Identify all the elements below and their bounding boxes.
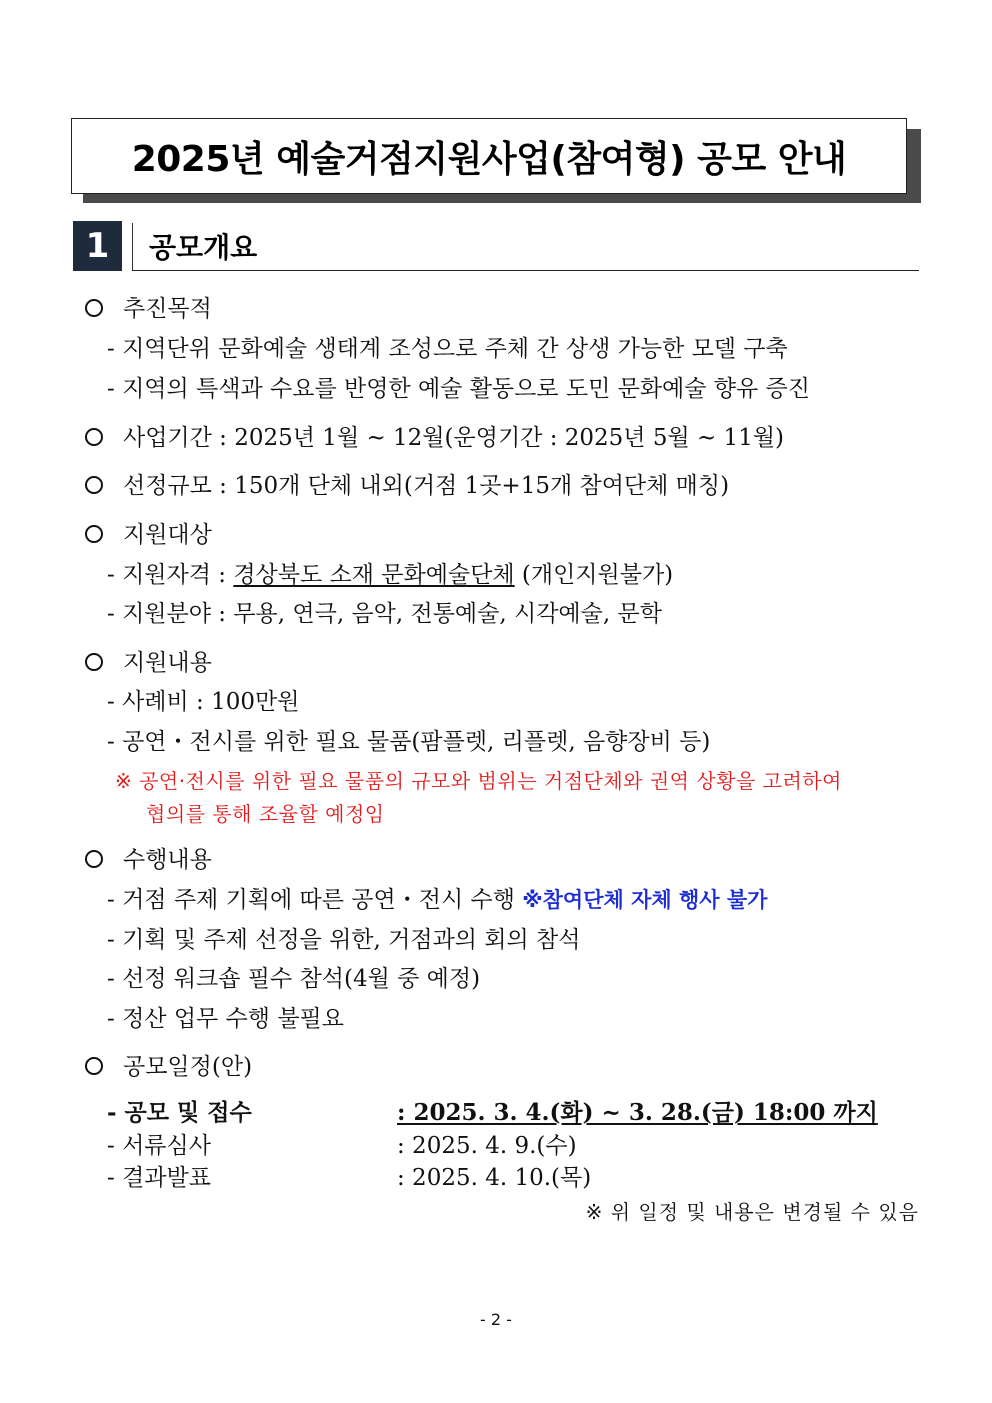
schedule-row-3-label: - 결과발표 <box>107 1165 211 1191</box>
support-heading <box>85 648 212 678</box>
tasks-item-1-note: ※참여단체 자체 행사 불가 <box>522 888 768 912</box>
circle-bullet-icon <box>85 850 103 868</box>
schedule-heading-text: 공모일정(안) <box>123 1054 253 1080</box>
support-item-2: - 공연・전시를 위한 필요 물품(팜플렛, 리플렛, 음향장비 등) <box>107 729 711 755</box>
document-title: 2025년 예술거점지원사업(참여형) 공모 안내 <box>71 118 907 194</box>
purpose-heading <box>85 294 212 324</box>
schedule-row-1-value: : 2025. 3. 4.(화) ~ 3. 28.(금) 18:00 까지 <box>397 1099 878 1126</box>
schedule-row-2-label: - 서류심사 <box>107 1133 211 1159</box>
section-divider <box>132 223 133 271</box>
tasks-item-4: - 정산 업무 수행 불필요 <box>107 1006 344 1032</box>
support-item-1: - 사례비 : 100만원 <box>107 689 300 715</box>
schedule-row-3-value: : 2025. 4. 10.(목) <box>397 1165 592 1191</box>
eligibility-line <box>107 560 673 590</box>
period-text: 사업기간 : 2025년 1월 ~ 12월(운영기간 : 2025년 5월 ~ 11월) <box>123 425 785 451</box>
eligibility-prefix: - 지원자격 : <box>107 562 234 588</box>
schedule-note: ※ 위 일정 및 내용은 변경될 수 있음 <box>585 1200 919 1224</box>
target-heading <box>85 520 212 550</box>
purpose-item-1: - 지역단위 문화예술 생태계 조성으로 주체 간 상생 가능한 모델 구축 <box>107 336 788 362</box>
page-number: - 2 - <box>480 1310 512 1329</box>
purpose-heading-text: 추진목적 <box>123 296 212 322</box>
section-underline <box>132 270 919 271</box>
tasks-item-1-text: - 거점 주제 기획에 따른 공연・전시 수행 <box>107 887 523 913</box>
period-line <box>85 423 784 453</box>
eligibility-underlined: 경상북도 소재 문화예술단체 <box>233 562 515 588</box>
fields-line: - 지원분야 : 무용, 연극, 음악, 전통예술, 시각예술, 문학 <box>107 601 662 627</box>
eligibility-suffix: (개인지원불가) <box>514 562 674 588</box>
circle-bullet-icon <box>85 653 103 671</box>
tasks-heading <box>85 845 212 875</box>
circle-bullet-icon <box>85 1057 103 1075</box>
circle-bullet-icon <box>85 525 103 543</box>
tasks-item-2: - 기획 및 주제 선정을 위한, 거점과의 회의 참석 <box>107 927 581 953</box>
circle-bullet-icon <box>85 299 103 317</box>
circle-bullet-icon <box>85 428 103 446</box>
scale-text: 선정규모 : 150개 단체 내외(거점 1곳+15개 참여단체 매칭) <box>123 473 730 499</box>
support-note-line-2: 협의를 통해 조율할 예정임 <box>146 802 385 826</box>
schedule-row-2-value: : 2025. 4. 9.(수) <box>397 1133 577 1159</box>
section-number-badge: 1 <box>73 221 122 271</box>
scale-line <box>85 471 729 501</box>
section-title: 공모개요 <box>149 231 258 264</box>
schedule-row-1-label: - 공모 및 접수 <box>107 1099 252 1126</box>
schedule-heading <box>85 1052 252 1082</box>
tasks-item-1 <box>107 885 767 915</box>
circle-bullet-icon <box>85 476 103 494</box>
tasks-heading-text: 수행내용 <box>123 847 212 873</box>
purpose-item-2: - 지역의 특색과 수요를 반영한 예술 활동으로 도민 문화예술 향유 증진 <box>107 376 810 402</box>
tasks-item-3: - 선정 워크숍 필수 참석(4월 중 예정) <box>107 966 481 992</box>
support-note-line-1: ※ 공연·전시를 위한 필요 물품의 규모와 범위는 거점단체와 권역 상황을 고려하여 <box>115 769 842 793</box>
support-heading-text: 지원내용 <box>123 650 212 676</box>
target-heading-text: 지원대상 <box>123 522 212 548</box>
